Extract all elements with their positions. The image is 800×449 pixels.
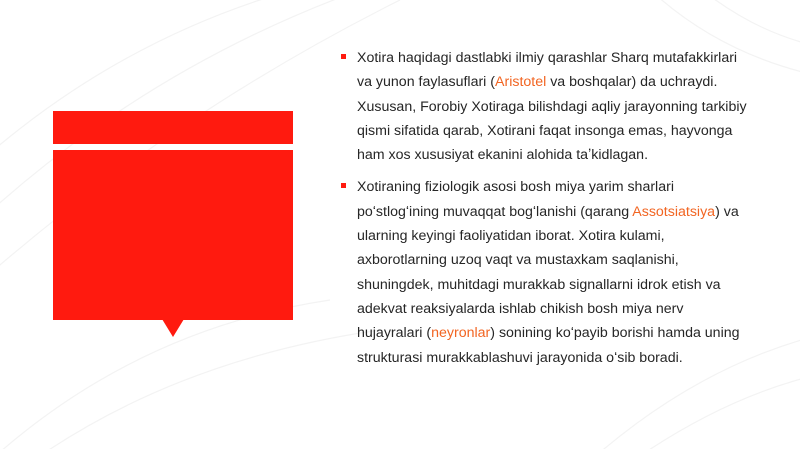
- paragraph-1: [340, 46, 752, 167]
- bullet-icon: [341, 54, 346, 59]
- paragraph-2: [340, 175, 752, 369]
- paragraph-2-text-before: Xotiraning fiziologik asosi bosh miya yarim sharlari poʻstlogʻining muvaqqat bogʻlanishi (qarang: [357, 179, 674, 220]
- paragraph-1-text-after: va boshqalar) da uchraydi. Xususan, Forobiy Xotiraga bilishdagi aqliy jarayonning tarkibiy qismi sifatida qarab, Xotirani faqat insonga emas, hayvonga ham xos xususiyat ekanini alohida taʼkidlagan.: [357, 74, 747, 164]
- paragraph-2-text-middle: ) va ularning keyingi faoliyatidan iborat. Xotira kulami, axborotlarning uzoq vaqt va mustaxkam saqlanishi, shuningdek, muhitdagi murakkab signallarni idrok etish va adekvat reaksiyalarda ishlab chikish bosh miya nerv hujayralari (: [357, 203, 739, 342]
- paragraph-1-text-before: Xotira haqidagi dastlabki ilmiy qarashlar Sharq mutafakkirlari va yunon faylasuflari (: [357, 50, 738, 91]
- paragraph-2-text-after: ) sonining koʻpayib borishi hamda uning strukturasi murakkablashuvi jarayonida oʻsib boradi.: [357, 325, 740, 366]
- red-callout-box: [53, 150, 293, 320]
- link-neyronlar[interactable]: neyronlar: [431, 325, 491, 342]
- callout-pointer: [162, 319, 184, 337]
- link-assotsiatsiya[interactable]: Assotsiatsiya: [632, 203, 716, 220]
- text-content: [340, 46, 752, 378]
- link-aristotel[interactable]: Aristotel: [495, 74, 547, 91]
- bullet-icon: [341, 183, 346, 188]
- red-header-band: [53, 111, 293, 144]
